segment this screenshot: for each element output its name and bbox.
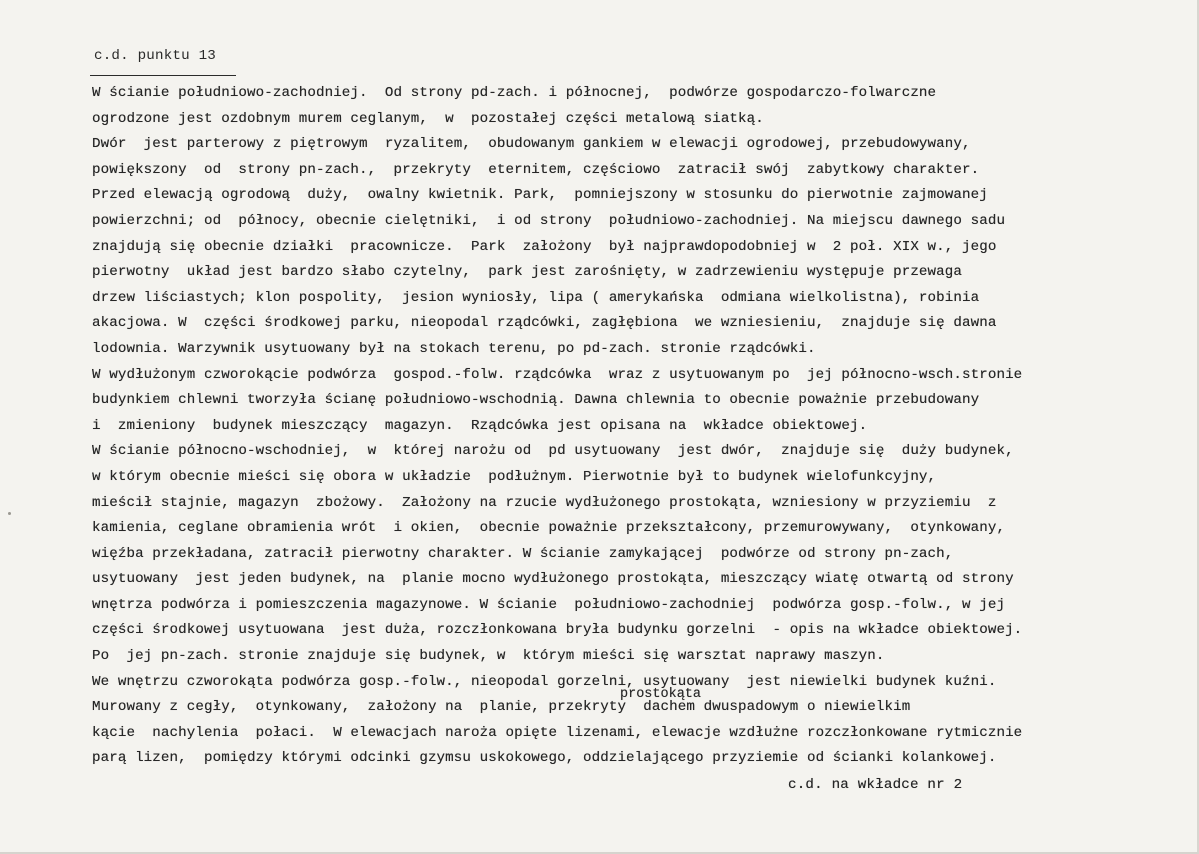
text-line: kącie nachylenia połaci. W elewacjach naroża opięte lizenami, elewacje wzdłużne rozczłonkowane rytmicznie: [92, 724, 1023, 741]
text-line: i zmieniony budynek mieszczący magazyn. Rządcówka jest opisana na wkładce obiektowej.: [92, 417, 868, 434]
text-line: parą lizen, pomiędzy którymi odcinki gzymsu uskokowego, oddzielającego przyziemie od ścianki kolankowej.: [92, 750, 997, 767]
overtyped-correction: prostokąta: [620, 687, 702, 702]
typed-text-body: [92, 81, 1172, 772]
text-line: wnętrza podwórza i pomieszczenia magazynowe. W ścianie południowo-zachodniej podwórza gosp.-folw., w jej: [92, 596, 1006, 613]
text-line: Przed elewacją ogrodową duży, owalny kwietnik. Park, pomniejszony w stosunku do pierwotnie zajmowanej: [92, 187, 988, 204]
text-line: akacjowa. W części środkowej parku, nieopodal rządcówki, zagłębiona we wzniesieniu, znajduje się dawna: [92, 315, 997, 332]
text-line: znajdują się obecnie działki pracownicze. Park założony był najprawdopodobniej w 2 poł. XIX w., jego: [92, 238, 997, 255]
text-line: Dwór jest parterowy z piętrowym ryzalitem, obudowanym gankiem w elewacji ogrodowej, przebudowywany,: [92, 136, 971, 153]
text-line: kamienia, ceglane obramienia wrót i okien, obecnie poważnie przekształcony, przemurowywany, otynkowany,: [92, 520, 1006, 537]
text-line: We wnętrzu czworokąta podwórza gosp.-folw., nieopodal gorzelni, usytuowany jest niewielki budynek kuźni.: [92, 673, 997, 690]
text-line: W wydłużonym czworokącie podwórza gospod.-folw. rządcówka wraz z usytuowanym po jej północno-wsch.stronie: [92, 366, 1023, 383]
text-line: powiększony od strony pn-zach., przekryty eternitem, częściowo zatracił swój zabytkowy charakter.: [92, 161, 980, 178]
text-line: mieścił stajnie, magazyn zbożowy. Założony na rzucie wydłużonego prostokąta, wzniesiony w przyziemiu z: [92, 494, 997, 511]
text-line: Po jej pn-zach. stronie znajduje się budynek, w którym mieści się warsztat naprawy maszyn.: [92, 648, 885, 665]
continuation-header: c.d. punktu 13: [94, 48, 216, 64]
text-line: lodownia. Warzywnik usytuowany był na stokach terenu, po pd-zach. stronie rządcówki.: [92, 340, 816, 357]
text-line: W ścianie południowo-zachodniej. Od strony pd-zach. i północnej, podwórze gospodarczo-folwarczne: [92, 85, 937, 101]
text-line: pierwotny układ jest bardzo słabo czytelny, park jest zarośnięty, w zadrzewieniu występuje przewaga: [92, 264, 963, 281]
text-line: ogrodzone jest ozdobnym murem ceglanym, w pozostałej części metalową siatką.: [92, 110, 764, 127]
paper-mark: [8, 512, 11, 515]
text-line: w którym obecnie mieści się obora w układzie podłużnym. Pierwotnie był to budynek wielofunkcyjny,: [92, 468, 937, 485]
header-underline: [90, 75, 236, 76]
text-line: więźba przekładana, zatracił pierwotny charakter. W ścianie zamykającej podwórze od strony pn-zach,: [92, 545, 954, 562]
text-line: usytuowany jest jeden budynek, na planie mocno wydłużonego prostokąta, mieszczący wiatę otwartą od strony: [92, 571, 1014, 588]
text-line: drzew liściastych; klon pospolity, jesion wyniosły, lipa ( amerykańska odmiana wielkolistna), robinia: [92, 289, 980, 306]
text-line: W ścianie północno-wschodniej, w której narożu od pd usytuowany jest dwór, znajduje się duży budynek,: [92, 443, 1014, 460]
text-line: części środkowej usytuowana jest duża, rozczłonkowana bryła budynku gorzelni - opis na wkładce obiektowej.: [92, 622, 1023, 639]
continuation-footer: c.d. na wkładce nr 2: [788, 777, 963, 793]
text-line: budynkiem chlewni tworzyła ścianę południowo-wschodnią. Dawna chlewnia to obecnie poważnie przebudowany: [92, 392, 980, 409]
text-line: powierzchni; od północy, obecnie cielętniki, i od strony południowo-zachodniej. Na miejscu dawnego sadu: [92, 212, 1006, 229]
text-line: Murowany z cegły, otynkowany, założony na planie, przekryty dachem dwuspadowym o niewielkim: [92, 699, 911, 716]
